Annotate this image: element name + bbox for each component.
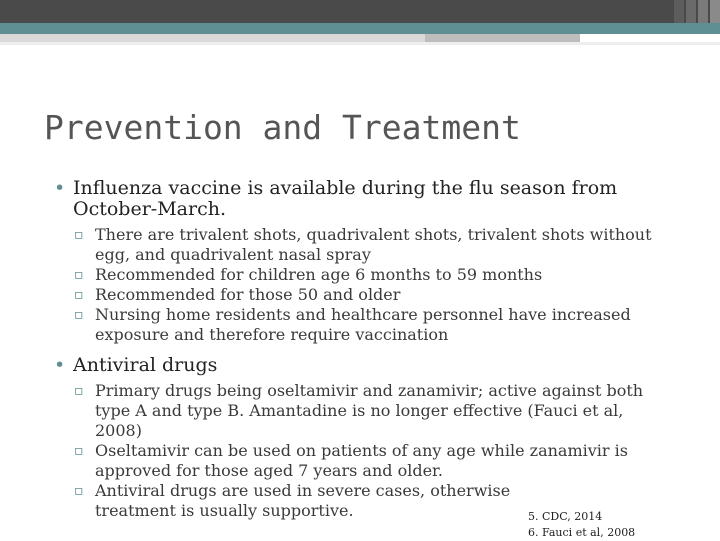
sub-bullet-text: Recommended for those 50 and older (95, 285, 401, 304)
square-bullet-icon: ▫ (74, 483, 84, 499)
decor-block (674, 0, 684, 23)
bullet-dot-icon: • (54, 354, 66, 376)
sub-bullet (54, 285, 674, 305)
sub-bullet (54, 225, 674, 265)
slide-title: Prevention and Treatment (44, 108, 521, 147)
square-bullet-icon: ▫ (74, 267, 84, 283)
sub-bullet-text: Oseltamivir can be used on patients of any age while zanamivir is approved for those aged 7 years and older. (95, 441, 628, 480)
bullet-vaccine (54, 178, 674, 220)
gray-stripe-segment (425, 34, 580, 42)
header-dark-band (0, 0, 720, 23)
sub-bullet-text: Recommended for children age 6 months to 59 months (95, 265, 543, 284)
sub-bullet (54, 481, 565, 521)
square-bullet-icon: ▫ (74, 287, 84, 303)
square-bullet-icon: ▫ (74, 307, 84, 323)
sub-bullet (54, 305, 674, 345)
reference-item: 5. CDC, 2014 (528, 510, 603, 523)
square-bullet-icon: ▫ (74, 383, 84, 399)
accent-stripe (0, 23, 720, 34)
header-decoration-blocks (672, 0, 720, 23)
references (528, 509, 635, 541)
gray-stripe (0, 34, 580, 42)
light-stripe (0, 42, 720, 45)
sub-bullet-text: There are trivalent shots, quadrivalent shots, trivalent shots without egg, and quadrivalent nasal spray (95, 225, 652, 264)
sub-bullet (54, 265, 674, 285)
bullet-text: Antiviral drugs (73, 354, 218, 376)
square-bullet-icon: ▫ (74, 227, 84, 243)
slide-body (54, 178, 674, 521)
sub-bullet (54, 441, 674, 481)
reference-item: 6. Fauci et al, 2008 (528, 526, 636, 539)
bullet-antiviral (54, 355, 674, 376)
bullet-dot-icon: • (54, 177, 66, 199)
decor-block (686, 0, 696, 23)
sub-bullet (54, 381, 674, 441)
square-bullet-icon: ▫ (74, 443, 84, 459)
sub-bullet-text: Primary drugs being oseltamivir and zanamivir; active against both type A and type B. Amantadine is no longer effective (Fauci et al, 2008) (95, 381, 644, 440)
bullet-text: Influenza vaccine is available during the flu season from October-March. (73, 177, 618, 220)
sub-bullet-text: Antiviral drugs are used in severe cases, otherwise treatment is usually supportive. (95, 481, 511, 520)
sub-bullet-text: Nursing home residents and healthcare personnel have increased exposure and therefore require vaccination (95, 305, 631, 344)
decor-block (698, 0, 708, 23)
decor-block (710, 0, 720, 23)
header-bar (0, 0, 720, 24)
